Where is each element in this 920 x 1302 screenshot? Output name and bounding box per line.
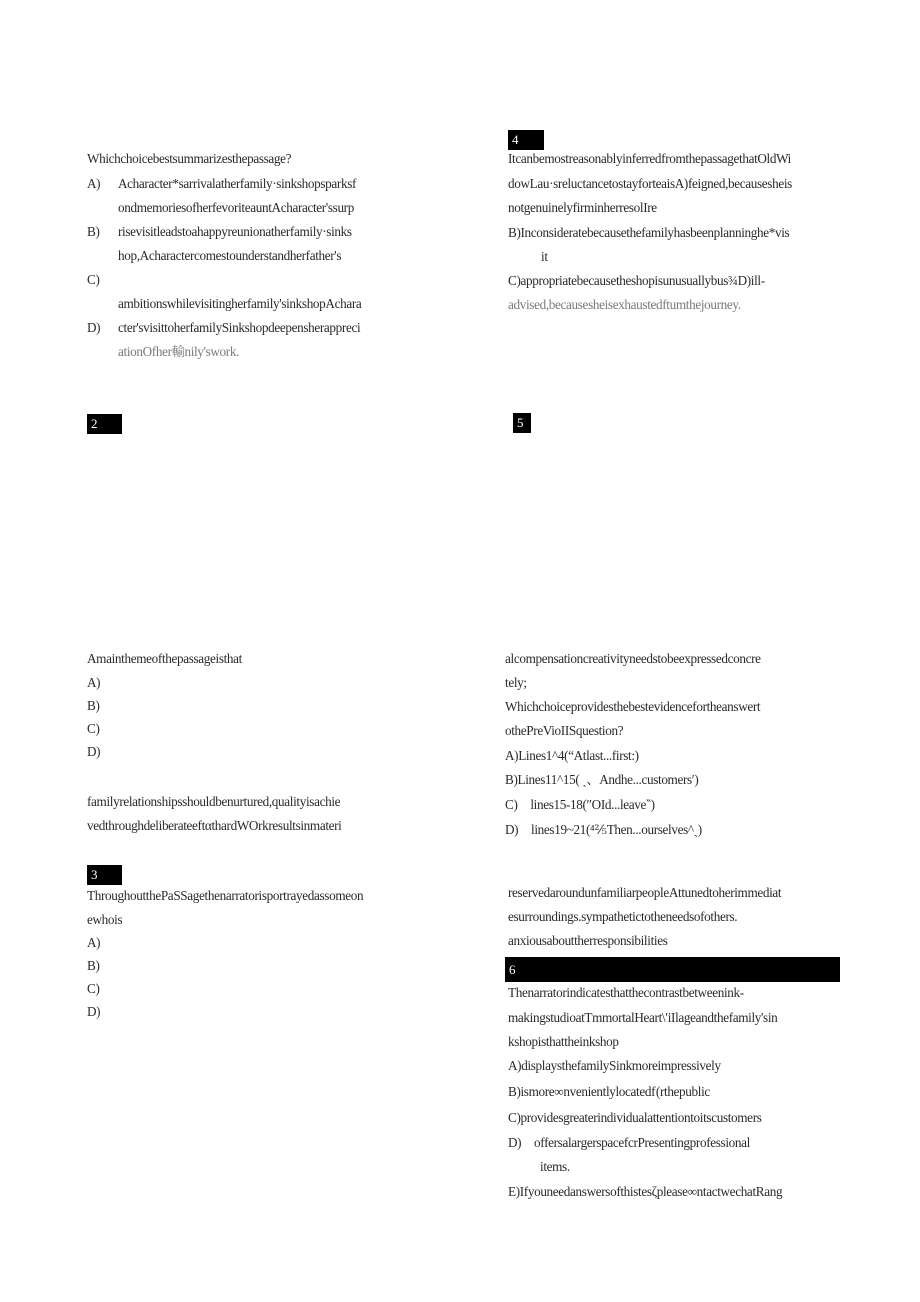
q5-option-b: B)Lines11^15( ˎ、Andhe...customers′) bbox=[505, 772, 699, 787]
q5-line-4: othePreVioIISquestion? bbox=[505, 723, 624, 738]
q3-label-d: D) bbox=[87, 1004, 101, 1019]
q4-line-4: B)Inconsideratebecausethefamilyhasbeenplanninghe*vis bbox=[508, 225, 790, 240]
q2-label-c: C) bbox=[87, 721, 100, 736]
q5-line-1: alcompensationcreativityneedstobeexpressedconcre bbox=[505, 651, 761, 666]
q2-stem: Amainthemeofthepassageisthat bbox=[87, 651, 242, 666]
q4-line-5: it bbox=[541, 249, 548, 264]
q1-line-1: Acharacter*sarrivalatherfamily·sinkshopsparksf bbox=[118, 176, 357, 191]
q2-label-a: A) bbox=[87, 675, 101, 690]
q1-line-7: ationOfher輸nily'swork. bbox=[118, 344, 240, 359]
q6-option-a: A)displaysthefamilySinkmoreimpressively bbox=[508, 1058, 721, 1073]
q1-label-b: B) bbox=[87, 224, 100, 239]
q4-line-6: C)appropriatebecausetheshopisunusuallybus¾D)ill- bbox=[508, 273, 765, 288]
q6-option-e: E)Ifyouneedanswersofthistesζplease∞ntactwechatRang bbox=[508, 1184, 783, 1199]
q3-stem-line-2: ewhois bbox=[87, 912, 123, 927]
q2-line-1: familyrelationshipsshouldbenurtured,qualityisachie bbox=[87, 794, 341, 809]
q5-option-a: A)Lines1^4(“Atlast...first:) bbox=[505, 748, 639, 763]
q6-pre-line-3: anxiousabouttherresponsibilities bbox=[508, 933, 668, 948]
q6-line-2: makingstudioatTmmortalHeart\′iIlageandthefamily'sin bbox=[508, 1010, 778, 1025]
question-number-3: 3 bbox=[87, 865, 122, 885]
q6-line-3: kshopisthattheinkshop bbox=[508, 1034, 619, 1049]
q1-line-5: ambitionswhilevisitingherfamily'sinkshopAchara bbox=[118, 296, 362, 311]
q3-stem-line-1: ThroughoutthePaSSagethenarratorisportrayedassomeon bbox=[87, 888, 364, 903]
q5-line-2: tely; bbox=[505, 675, 527, 690]
q6-pre-line-2: esurroundings.sympathetictotheneedsofothers. bbox=[508, 909, 738, 924]
q1-label-a: A) bbox=[87, 176, 101, 191]
q1-line-2: ondmemoriesofherfevoriteauntAcharacter'ssurp bbox=[118, 200, 354, 215]
q5-line-3: Whichchoiceprovidesthebestevidencefortheanswert bbox=[505, 699, 761, 714]
question-number-6: 6 bbox=[505, 957, 840, 982]
q1-line-6: cter'svisittoherfamilySinkshopdeepensherappreci bbox=[118, 320, 361, 335]
q3-label-c: C) bbox=[87, 981, 100, 996]
q2-label-d: D) bbox=[87, 744, 101, 759]
q1-line-3: risevisitleadstoahappyreunionatherfamily·sinks bbox=[118, 224, 352, 239]
q6-option-c: C)providesgreaterindividualattentiontoitscustomers bbox=[508, 1110, 762, 1125]
q6-option-d: D) offersalargerspacefcrPresentingprofessional bbox=[508, 1135, 750, 1150]
q6-option-b: B)ismore∞nvenientlylocatedf (rthepublic bbox=[508, 1084, 710, 1099]
q2-line-2: vedthroughdeliberateeftαthardWOrkresultsinmateri bbox=[87, 818, 342, 833]
q6-pre-line-1: reservedaroundunfamiliarpeopleAttunedtoherimmediat bbox=[508, 885, 782, 900]
q1-label-d: D) bbox=[87, 320, 101, 335]
q5-option-d: D) lines19~21(⁴⅖Then...ourselves^ˎ) bbox=[505, 822, 702, 837]
q4-line-1: ItcanbemostreasonablyinferredfromthepassagethatOldWi bbox=[508, 151, 792, 166]
q2-label-b: B) bbox=[87, 698, 100, 713]
q1-label-c: C) bbox=[87, 272, 100, 287]
q1-line-4: hop,Acharactercomestounderstandherfather's bbox=[118, 248, 342, 263]
question-number-5: 5 bbox=[513, 413, 531, 433]
q3-label-b: B) bbox=[87, 958, 100, 973]
question-number-2: 2 bbox=[87, 414, 122, 434]
q1-stem: Whichchoicebestsummarizesthepassage? bbox=[87, 151, 292, 166]
q3-label-a: A) bbox=[87, 935, 101, 950]
q4-line-2: dowLau·sreluctancetostayforteaisA)feigned,becausesheis bbox=[508, 176, 792, 191]
q4-line-7: advised,becausesheisexhaustedftumthejourney. bbox=[508, 297, 741, 312]
q5-option-c: C) lines15-18(″OId...leave‶) bbox=[505, 797, 655, 812]
q6-option-d-cont: items. bbox=[540, 1159, 570, 1174]
q6-line-1: Thenarratorindicatesthatthecontrastbetweenink- bbox=[508, 985, 744, 1000]
q4-line-3: notgenuinelyfirminherresolIre bbox=[508, 200, 657, 215]
question-number-4: 4 bbox=[508, 130, 544, 150]
